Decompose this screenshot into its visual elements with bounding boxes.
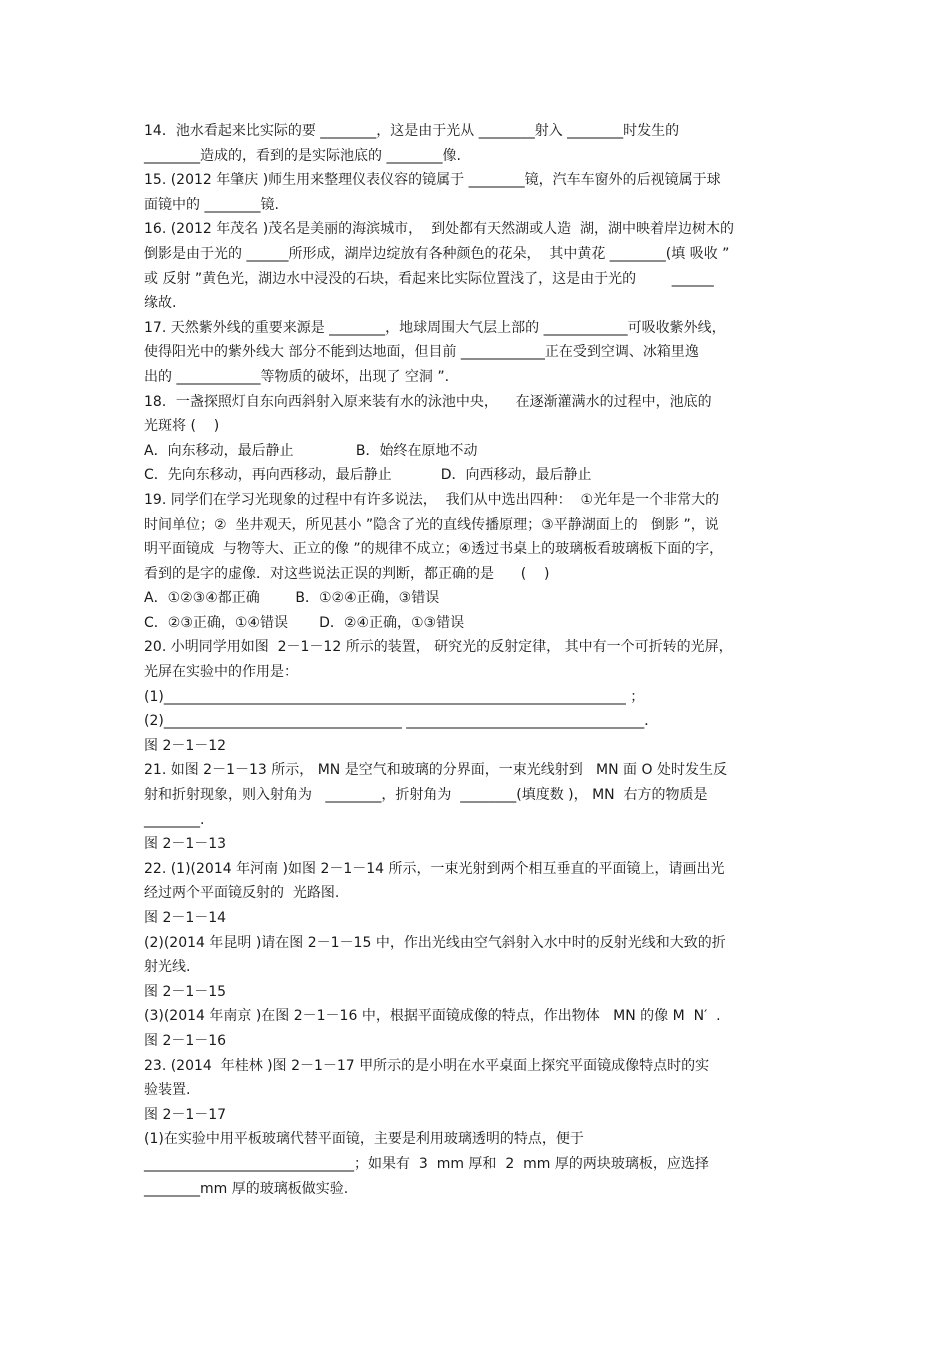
text-line: 19. 同学们在学习光现象的过程中有许多说法， 我们从中选出四种： ①光年是一个非常大的 bbox=[144, 491, 720, 508]
text-line: 光屏在实验中的作用是： bbox=[144, 664, 298, 681]
text-line: 看到的是字的虚像．对这些说法正误的判断，都正确的是 ( ) bbox=[144, 565, 550, 582]
text-line: (2)(2014 年昆明 )请在图 2－1－15 中，作出光线由空气斜射入水中时的反射光线和大致的折 bbox=[144, 934, 726, 951]
text-line: 倒影是由于光的 ______所形成，湖岸边绽放有各种颜色的花朵， 其中黄花 ________(填 吸收 ” bbox=[144, 245, 730, 262]
text-line: A．①②③④都正确 B．①②④正确，③错误 bbox=[144, 590, 440, 607]
text-line: (3)(2014 年南京 )在图 2－1－16 中，根据平面镜成像的特点，作出物体 MN 的像 M N′ . bbox=[144, 1008, 721, 1025]
text-line: 缘故. bbox=[144, 295, 177, 312]
text-line: 18．一盏探照灯自东向西斜射入原来装有水的泳池中央， 在逐渐灌满水的过程中，池底的 bbox=[144, 393, 712, 410]
text-line: ________造成的，看到的是实际池底的 ________像. bbox=[144, 147, 461, 164]
text-line: 或 反射 ”黄色光，湖边水中浸没的石块，看起来比实际位置浅了，这是由于光的 ______ bbox=[144, 270, 714, 287]
text-line: 22. (1)(2014 年河南 )如图 2－1－14 所示，一束光射到两个相互垂直的平面镜上，请画出光 bbox=[144, 860, 725, 877]
text-line: 14．池水看起来比实际的要 ________，这是由于光从 ________射入 ________时发生的 bbox=[144, 123, 680, 139]
text-line: 图 2－1－14 bbox=[144, 910, 227, 926]
text-line: 15. (2012 年肇庆 )师生用来整理仪表仪容的镜属于 ________镜，汽车车窗外的后视镜属于球 bbox=[144, 172, 721, 189]
text-line: 面镜中的 ________镜. bbox=[144, 196, 279, 213]
text-line: 出的 ____________等物质的破坏，出现了 空洞 ”. bbox=[144, 368, 450, 385]
text-line: C．②③正确，①④错误 D．②④正确，①③错误 bbox=[144, 614, 465, 631]
text-line: ________mm 厚的玻璃板做实验. bbox=[144, 1180, 349, 1197]
text-line: ________. bbox=[144, 811, 205, 828]
text-line: 明平面镜成 与物等大、正立的像 ”的规律不成立；④透过书桌上的玻璃板看玻璃板下面的字， bbox=[144, 541, 724, 558]
text-line: 图 2－1－17 bbox=[144, 1106, 227, 1123]
text-line: 射光线. bbox=[144, 959, 191, 976]
text-line: (2)__________________________________ __________________________________． bbox=[144, 713, 659, 730]
text-line: 16. (2012 年茂名 )茂名是美丽的海滨城市， 到处都有天然湖或人造 湖，湖中映着岸边树木的 bbox=[144, 221, 734, 238]
text-line: 20. 小明同学用如图 2－1－12 所示的装置， 研究光的反射定律， 其中有一个可折转的光屏， bbox=[144, 639, 733, 656]
text-line: 17. 天然紫外线的重要来源是 ________，地球周围大气层上部的 ____________可吸收紫外线， bbox=[144, 319, 726, 336]
text-line: 图 2－1－16 bbox=[144, 1032, 227, 1049]
text-line: A．向东移动，最后静止 B．始终在原地不动 bbox=[144, 442, 478, 459]
text-line: 23. (2014 年桂林 )图 2－1－17 甲所示的是小明在水平桌面上探究平面镜成像特点时的实 bbox=[144, 1057, 710, 1074]
text-line: 验装置. bbox=[144, 1082, 191, 1099]
text-line: 使得阳光中的紫外线大 部分不能到达地面，但目前 ____________正在受到空调、冰箱里逸 bbox=[144, 344, 699, 361]
text-line: ______________________________；如果有 3 mm 厚和 2 mm 厚的两块玻璃板，应选择 bbox=[144, 1155, 709, 1172]
text-line: 经过两个平面镜反射的 光路图. bbox=[144, 885, 340, 902]
text-line: 图 2－1－13 bbox=[144, 836, 227, 853]
text-line: 时间单位；② 坐井观天，所见甚小 ”隐含了光的直线传播原理；③平静湖面上的 倒影 ”，说 bbox=[144, 516, 719, 533]
text-line: (1)在实验中用平板玻璃代替平面镜，主要是利用玻璃透明的特点，便于 bbox=[144, 1131, 584, 1148]
text-line: 光斑将 ( ) bbox=[144, 418, 220, 435]
text-line: 图 2－1－15 bbox=[144, 983, 227, 1000]
document-page bbox=[144, 119, 824, 1201]
text-line: 图 2－1－12 bbox=[144, 737, 227, 754]
text-line: C．先向东移动，再向西移动，最后静止 D．向西移动，最后静止 bbox=[144, 467, 592, 484]
text-line: 21. 如图 2－1－13 所示， MN 是空气和玻璃的分界面，一束光线射到 MN 面 O 处时发生反 bbox=[144, 762, 727, 779]
text-line: 射和折射现象，则入射角为 ________，折射角为 ________(填度数 )， MN 右方的物质是 bbox=[144, 787, 708, 804]
text-line: (1)__________________________________________________________________ ； bbox=[144, 688, 645, 705]
